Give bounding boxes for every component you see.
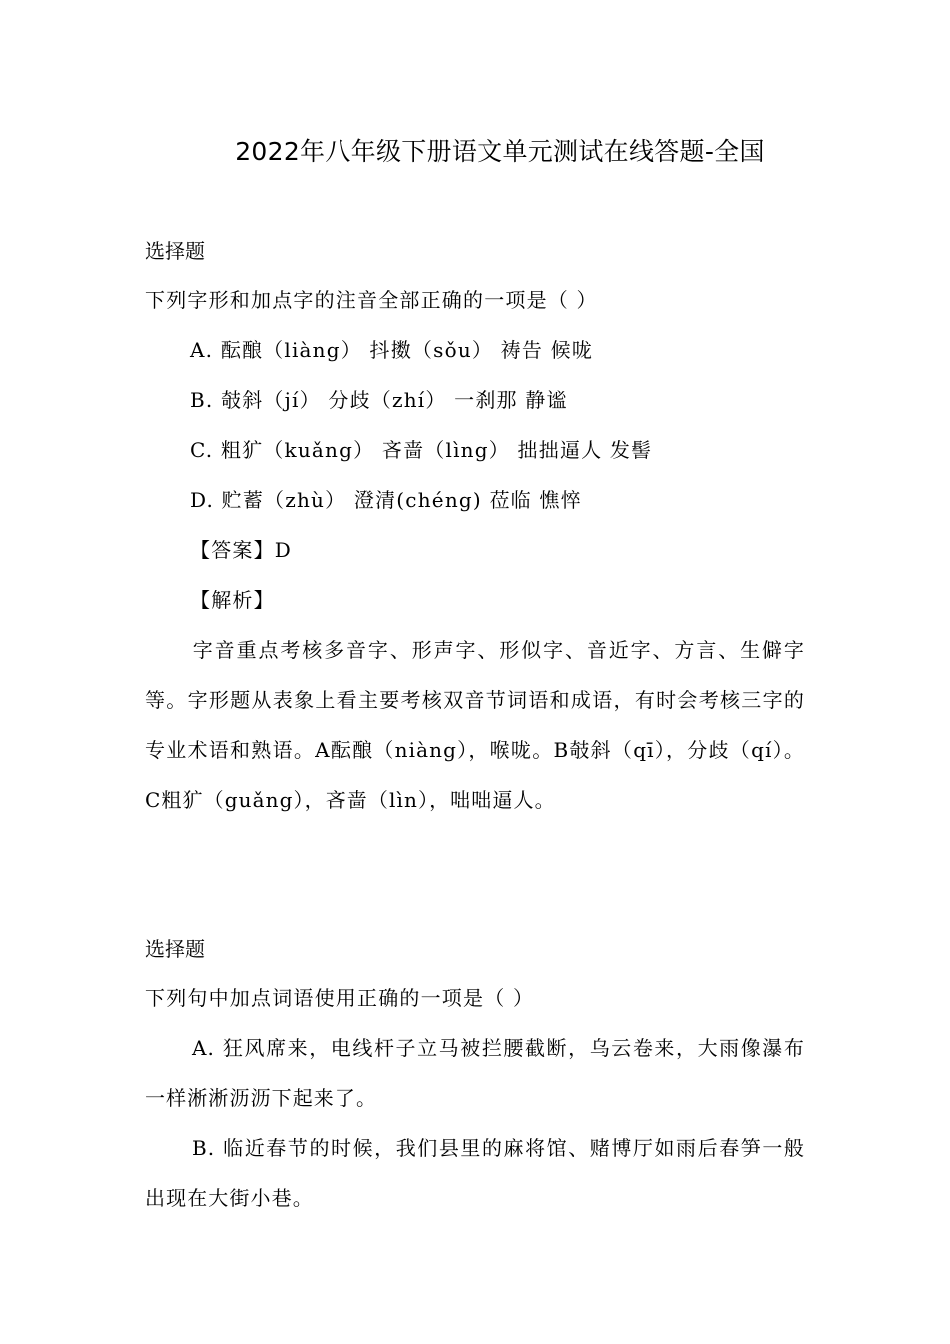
- option-a: [145, 1023, 805, 1123]
- analysis-text: 字音重点考核多音字、形声字、形似字、音近字、方言、生僻字等。字形题从表象上看主要考核双音节词语和成语，有时会考核三字的专业术语和熟语。A酝酿（niàng），喉咙。B攲斜（qī），分歧（qí）。C粗犷（guǎng），吝啬（lìn），咄咄逼人。: [145, 638, 805, 812]
- question-stem: 下列字形和加点字的注音全部正确的一项是（ ）: [145, 288, 598, 312]
- option-b: [145, 1123, 805, 1223]
- option-a: A. 酝酿（liàng） 抖擞（sǒu） 祷告 候咙: [190, 338, 594, 362]
- option-b-text: B. 临近春节的时候，我们县里的麻将馆、赌博厅如雨后春笋一般出现在大街小巷。: [145, 1136, 805, 1210]
- option-b: B. 攲斜（jí） 分歧（zhí） 一刹那 静谧: [190, 388, 568, 412]
- question-type-label: 选择题: [145, 937, 205, 961]
- analysis-paragraph: [145, 625, 805, 825]
- analysis-label: 【解析】: [190, 588, 275, 612]
- option-c: C. 粗犷（kuǎng） 吝啬（lìng） 拙拙逼人 发髻: [190, 438, 653, 462]
- answer-text: 【答案】D: [190, 538, 293, 562]
- document-title: 2022年八年级下册语文单元测试在线答题-全国: [235, 137, 765, 166]
- question-type-label: 选择题: [145, 239, 205, 263]
- option-d: D. 贮蓄（zhù） 澄清(chéng) 莅临 憔悴: [190, 488, 582, 512]
- question-stem: 下列句中加点词语使用正确的一项是（ ）: [145, 986, 535, 1010]
- option-a-text: A. 狂风席来，电线杆子立马被拦腰截断，乌云卷来，大雨像瀑布一样淅淅沥沥下起来了。: [145, 1036, 805, 1110]
